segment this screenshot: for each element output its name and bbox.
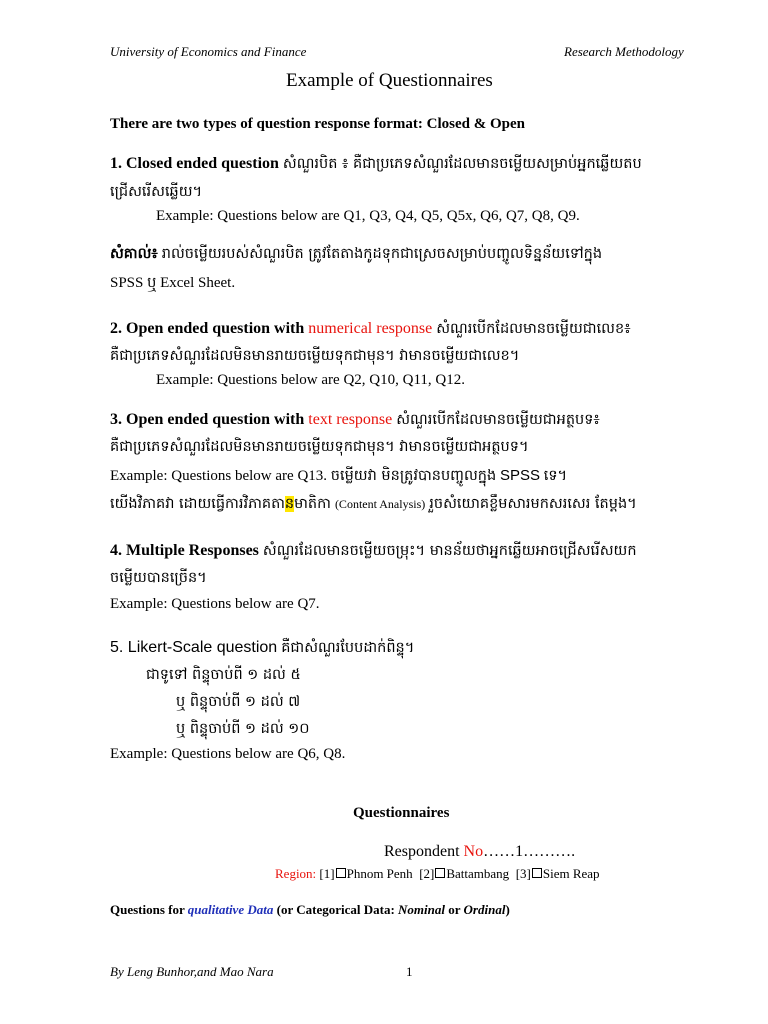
- section-2-highlight: numerical response: [308, 320, 433, 337]
- region-option-3-label: Siem Reap: [542, 866, 600, 881]
- qual-c: (or Categorical Data:: [276, 902, 395, 917]
- checkbox-2[interactable]: [435, 868, 445, 878]
- section-2-example: Example: Questions below are Q2, Q10, Q11, Q12.: [156, 372, 465, 388]
- section-3-heading: 3. Open ended question with: [110, 411, 305, 428]
- header-left: University of Economics and Finance: [110, 44, 307, 59]
- qual-d: Nominal: [398, 902, 445, 917]
- section-4-line-1: [110, 542, 637, 563]
- region-option-1-label: Phnom Penh: [346, 866, 413, 881]
- note-line-1: [110, 245, 602, 266]
- qual-f: Ordinal: [463, 902, 506, 917]
- section-3-example-d: ទេ។: [543, 468, 568, 484]
- section-3-khmer-2: គឺជាប្រភេទសំណួរដែលមិនមានរាយចម្លើយទុកជាមុន។ វាមានចម្លើយជាអត្ថបទ។: [110, 439, 529, 455]
- section-3-example-b: ចម្លើយវា មិនត្រូវបានបញ្ចូលក្នុង: [330, 468, 497, 484]
- note-khmer-1: រាល់ចម្លើយរបស់សំណួរបិត ត្រូវតែតាងកូដទុកជាស្រេចសម្រាប់បញ្ចូលទិន្នន័យទៅក្នុង: [161, 246, 603, 262]
- intro-text: There are two types of question response format: Closed & Open: [110, 116, 525, 132]
- likert-scale-2: ឬ ពិន្ទុចាប់ពី ១ ដល់ ៧: [176, 694, 301, 710]
- region-option-1[interactable]: [319, 866, 412, 881]
- respondent-line: [384, 843, 575, 861]
- content-analysis: (Content Analysis): [334, 497, 426, 511]
- respondent-no: No: [463, 843, 484, 860]
- note-or: ឬ: [147, 275, 157, 291]
- section-3-line-3e: រួចសំយោគខ្លឹមសារមកសរសេរ តែម្តង។: [429, 496, 637, 512]
- region-option-3-code: [3]: [515, 866, 531, 881]
- region-option-1-code: [1]: [319, 866, 335, 881]
- section-4-heading: 4. Multiple Responses: [110, 542, 259, 559]
- respondent-value: ……1……….: [483, 843, 576, 860]
- section-2-line-1: [110, 320, 631, 341]
- qualitative-line: [110, 902, 510, 918]
- likert-scale-1: ជាទូទៅ ពិន្ទុចាប់ពី ១ ដល់ ៥: [146, 667, 301, 683]
- section-2-khmer-1: សំណួរបើកដែលមានចម្លើយជាលេខ៖: [436, 321, 631, 337]
- section-2-khmer-2: គឺជាប្រភេទសំណួរដែលមិនមានរាយចម្លើយទុកជាមុន។ វាមានចម្លើយជាលេខ។: [110, 348, 520, 364]
- region-line: [275, 866, 600, 882]
- page-title: Example of Questionnaires: [286, 70, 493, 91]
- header-right: Research Methodology: [564, 44, 684, 59]
- region-option-2[interactable]: [419, 866, 509, 881]
- checkbox-3[interactable]: [532, 868, 542, 878]
- note-spss: SPSS: [110, 275, 144, 291]
- section-3-highlight: text response: [308, 411, 393, 428]
- questionnaires-heading: Questionnaires: [353, 805, 450, 821]
- section-5-khmer-1: គឺជាសំណួរបែបដាក់ពិន្ទុ។: [281, 640, 415, 656]
- section-4-khmer-1: សំណួរដែលមានចម្លើយចម្រុះ។ មានន័យថាអ្នកឆ្លើយអាចជ្រើសរើសយក: [262, 543, 637, 559]
- highlighted-char: ន: [284, 496, 295, 512]
- section-4-example: Example: Questions below are Q7.: [110, 596, 320, 612]
- section-3-line-1: [110, 411, 600, 432]
- qual-e: or: [448, 902, 461, 917]
- section-1-line-1: [110, 155, 642, 176]
- section-3-line-3c: មាតិកា: [294, 496, 331, 512]
- section-1-khmer-2: ជ្រើសរើសឆ្លើយ។: [110, 184, 203, 200]
- region-option-2-code: [2]: [419, 866, 435, 881]
- qual-g: ): [505, 902, 510, 917]
- section-5-heading: 5. Likert-Scale question: [110, 639, 278, 656]
- checkbox-1[interactable]: [336, 868, 346, 878]
- section-2-heading: 2. Open ended question with: [110, 320, 305, 337]
- section-3-khmer-1: សំណួរបើកដែលមានចម្លើយជាអត្ថបទ៖: [396, 412, 600, 428]
- section-1-khmer-1: សំណួរបិត ៖ គឺជាប្រភេទសំណួរដែលមានចម្លើយសម្រាប់អ្នកឆ្លើយតប: [282, 156, 642, 172]
- qual-b: qualitative Data: [187, 902, 274, 917]
- section-3-example-a: Example: Questions below are Q13.: [110, 468, 328, 484]
- note-label: សំគាល់៖: [110, 246, 158, 262]
- section-1-heading: 1. Closed ended question: [110, 155, 279, 172]
- section-3-line-3: [110, 495, 637, 516]
- section-1-example: Example: Questions below are Q1, Q3, Q4, Q5, Q5x, Q6, Q7, Q8, Q9.: [156, 208, 580, 224]
- section-3-line-3a: យើងវិភាគវា ដោយធ្វើការវិភាគតា: [110, 496, 285, 512]
- note-line-2: [110, 274, 235, 295]
- section-5-line-1: [110, 639, 414, 660]
- respondent-label: Respondent: [384, 843, 460, 860]
- section-3-example-spss: SPSS: [499, 467, 540, 484]
- section-4-khmer-2: ចម្លើយបានច្រើន។: [110, 570, 207, 586]
- footer-authors: By Leng Bunhor,and Mao Nara: [110, 964, 274, 979]
- page-number: 1: [406, 964, 413, 979]
- region-option-3[interactable]: [516, 866, 600, 881]
- section-5-example: Example: Questions below are Q6, Q8.: [110, 746, 346, 762]
- note-excel: Excel Sheet.: [160, 275, 236, 291]
- region-label: Region:: [275, 866, 317, 881]
- section-3-example: [110, 467, 567, 488]
- region-option-2-label: Battambang: [446, 866, 510, 881]
- likert-scale-3: ឬ ពិន្ទុចាប់ពី ១ ដល់ ១០: [176, 721, 310, 737]
- qual-a: Questions for: [110, 902, 185, 917]
